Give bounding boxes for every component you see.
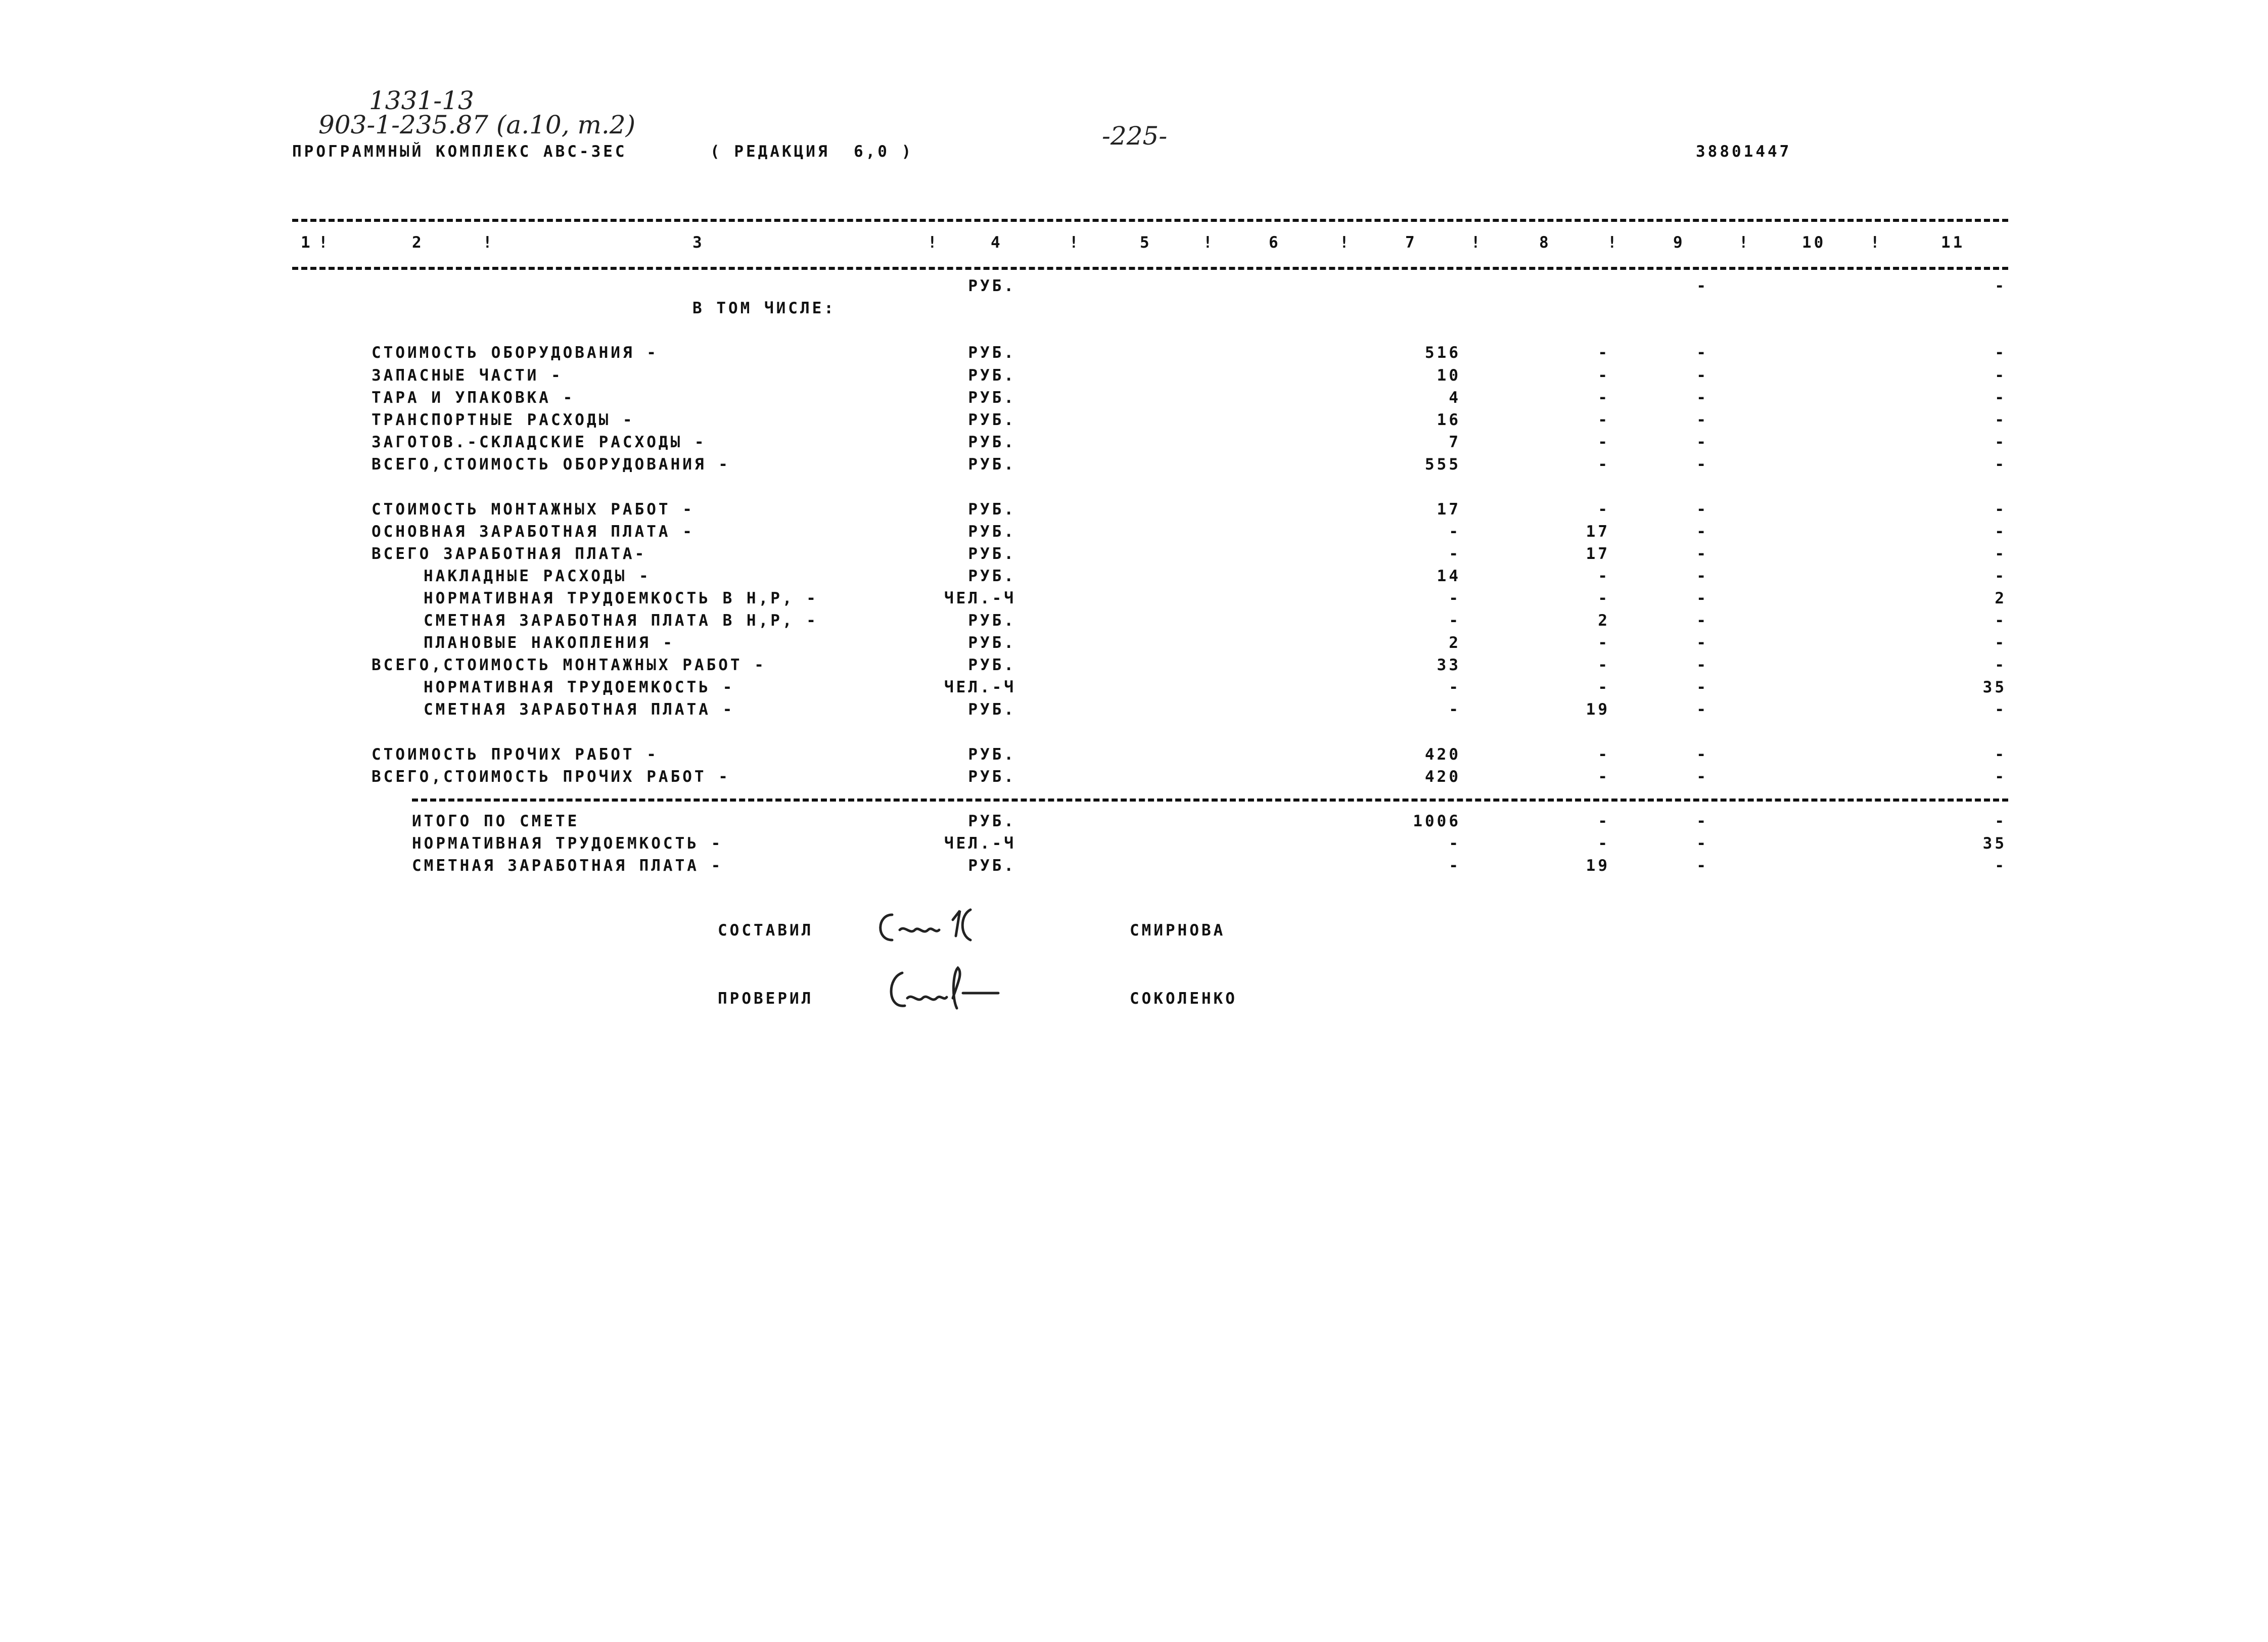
row-col-11: - (1995, 545, 2007, 563)
col-10: 10 (1802, 233, 1826, 252)
row-label: НАКЛАДНЫЕ РАСХОДЫ - (424, 567, 651, 585)
row-label: ВСЕГО,СТОИМОСТЬ ПРОЧИХ РАБОТ - (372, 768, 730, 786)
row-col-11: - (1995, 411, 2007, 429)
row-col-7: 16 (1437, 411, 1461, 429)
row-col-7: 516 (1425, 344, 1461, 362)
row-col-8: - (1598, 768, 1610, 786)
row-col-7: 33 (1437, 656, 1461, 674)
row-col-9: - (1696, 500, 1708, 519)
row-col-8: - (1598, 812, 1610, 830)
row-col-9: - (1696, 768, 1708, 786)
row-col-11: - (1995, 857, 2007, 875)
row-col-7: - (1449, 523, 1461, 541)
totals-rule (412, 799, 2008, 802)
row-col-11: - (1995, 455, 2007, 474)
row-unit: РУБ. (968, 389, 1016, 407)
table-row (0, 700, 2268, 723)
row-col-11: - (1995, 612, 2007, 630)
row-col-9: - (1696, 745, 1708, 764)
row-col-9: - (1696, 277, 1708, 295)
row-label: НОРМАТИВНАЯ ТРУДОЕМКОСТЬ В Н,Р, - (424, 589, 818, 607)
row-label: СТОИМОСТЬ ПРОЧИХ РАБОТ - (372, 745, 659, 764)
row-label: СМЕТНАЯ ЗАРАБОТНАЯ ПЛАТА - (412, 857, 723, 875)
row-label: СТОИМОСТЬ МОНТАЖНЫХ РАБОТ - (372, 500, 695, 519)
table-row (0, 366, 2268, 389)
row-col-11: - (1995, 768, 2007, 786)
page-number: -225- (1102, 121, 1168, 151)
row-label: ОСНОВНАЯ ЗАРАБОТНАЯ ПЛАТА - (372, 523, 695, 541)
row-unit: РУБ. (968, 277, 1016, 295)
col-11: 11 (1941, 233, 1965, 252)
row-unit: РУБ. (968, 700, 1016, 719)
compiled-by-name: СМИРНОВА (1130, 921, 1226, 940)
checked-by-label: ПРОВЕРИЛ (718, 990, 814, 1008)
row-col-8: - (1598, 834, 1610, 853)
row-col-7: 2 (1449, 634, 1461, 652)
col-4: 4 (991, 233, 1003, 252)
handwritten-project-code: 903-1-235.87 (а.10, т.2) (318, 110, 636, 139)
checked-by-name: СОКОЛЕНКО (1130, 990, 1237, 1008)
row-col-7: 420 (1425, 745, 1461, 764)
row-col-7: - (1449, 589, 1461, 607)
row-col-8: 2 (1598, 612, 1610, 630)
row-unit: РУБ. (968, 656, 1016, 674)
row-col-11: - (1995, 700, 2007, 719)
table-row (0, 344, 2268, 366)
table-header-rule (292, 267, 2008, 270)
row-label: ТАРА И УПАКОВКА - (372, 389, 575, 407)
row-col-8: - (1598, 745, 1610, 764)
row-label: СМЕТНАЯ ЗАРАБОТНАЯ ПЛАТА - (424, 700, 735, 719)
row-col-8: - (1598, 433, 1610, 451)
table-row (0, 500, 2268, 523)
row-col-11: - (1995, 745, 2007, 764)
row-label: НОРМАТИВНАЯ ТРУДОЕМКОСТЬ - (412, 834, 723, 853)
row-col-9: - (1696, 545, 1708, 563)
row-col-7: 420 (1425, 768, 1461, 786)
row-col-8: - (1598, 634, 1610, 652)
row-col-11: - (1995, 500, 2007, 519)
row-col-9: - (1696, 634, 1708, 652)
document-code: 38801447 (1696, 143, 1792, 161)
row-col-11: - (1995, 567, 2007, 585)
row-col-9: - (1696, 678, 1708, 696)
row-unit: ЧЕЛ.-Ч (944, 834, 1016, 853)
row-col-7: 1006 (1413, 812, 1461, 830)
row-col-8: - (1598, 366, 1610, 385)
row-col-8: 17 (1586, 523, 1610, 541)
row-col-9: - (1696, 857, 1708, 875)
col-1: 1 (301, 233, 313, 252)
row-col-9: - (1696, 567, 1708, 585)
row-label: ПЛАНОВЫЕ НАКОПЛЕНИЯ - (424, 634, 675, 652)
row-col-9: - (1696, 433, 1708, 451)
col-6: 6 (1269, 233, 1281, 252)
row-label: ВСЕГО,СТОИМОСТЬ МОНТАЖНЫХ РАБОТ - (372, 656, 766, 674)
row-unit: РУБ. (968, 812, 1016, 830)
table-row (0, 545, 2268, 567)
col-9: 9 (1673, 233, 1685, 252)
row-col-9: - (1696, 411, 1708, 429)
row-label: ТРАНСПОРТНЫЕ РАСХОДЫ - (372, 411, 635, 429)
row-col-11: - (1995, 812, 2007, 830)
row-unit: РУБ. (968, 500, 1016, 519)
row-col-9: - (1696, 812, 1708, 830)
row-col-11: 2 (1995, 589, 2007, 607)
table-row (0, 433, 2268, 455)
row-col-9: - (1696, 612, 1708, 630)
row-col-8: 19 (1586, 700, 1610, 719)
col-7: 7 (1405, 233, 1417, 252)
table-row (0, 745, 2268, 768)
row-col-9: - (1696, 589, 1708, 607)
row-col-9: - (1696, 455, 1708, 474)
row-col-8: - (1598, 589, 1610, 607)
table-row (0, 768, 2268, 790)
row-unit: РУБ. (968, 745, 1016, 764)
column-header-row: 1 2 3 4 5 6 7 8 9 10 11 ! ! ! ! ! ! ! ! ! ! (301, 233, 1965, 252)
row-col-7: 555 (1425, 455, 1461, 474)
row-label: ЗАПАСНЫЕ ЧАСТИ - (372, 366, 563, 385)
table-row (0, 411, 2268, 433)
row-col-11: - (1995, 523, 2007, 541)
row-col-8: - (1598, 344, 1610, 362)
table-row (0, 567, 2268, 589)
row-col-7: 10 (1437, 366, 1461, 385)
row-col-8: - (1598, 455, 1610, 474)
row-unit: РУБ. (968, 523, 1016, 541)
row-col-11: - (1995, 433, 2007, 451)
row-label: ВСЕГО,СТОИМОСТЬ ОБОРУДОВАНИЯ - (372, 455, 730, 474)
table-row (0, 678, 2268, 700)
row-label: ЗАГОТОВ.-СКЛАДСКИЕ РАСХОДЫ - (372, 433, 707, 451)
table-row (0, 834, 2268, 857)
row-col-8: 17 (1586, 545, 1610, 563)
row-unit: РУБ. (968, 612, 1016, 630)
row-unit: РУБ. (968, 455, 1016, 474)
row-label: НОРМАТИВНАЯ ТРУДОЕМКОСТЬ - (424, 678, 735, 696)
table-row (0, 612, 2268, 634)
row-unit: ЧЕЛ.-Ч (944, 589, 1016, 607)
row-col-8: - (1598, 389, 1610, 407)
row-unit: РУБ. (968, 411, 1016, 429)
row-col-11: - (1995, 344, 2007, 362)
row-label: СМЕТНАЯ ЗАРАБОТНАЯ ПЛАТА В Н,Р, - (424, 612, 818, 630)
row-unit: РУБ. (968, 634, 1016, 652)
row-col-7: - (1449, 545, 1461, 563)
row-col-7: - (1449, 857, 1461, 875)
row-col-9: - (1696, 389, 1708, 407)
table-row (0, 455, 2268, 478)
row-col-7: 4 (1449, 389, 1461, 407)
col-8: 8 (1539, 233, 1551, 252)
row-unit: РУБ. (968, 768, 1016, 786)
row-col-7: 14 (1437, 567, 1461, 585)
row-col-7: - (1449, 834, 1461, 853)
table-row (0, 857, 2268, 879)
row-unit: РУБ. (968, 567, 1016, 585)
row-col-8: - (1598, 678, 1610, 696)
row-unit: РУБ. (968, 545, 1016, 563)
table-row (0, 299, 2268, 321)
handwritten-archive-number: 1331-13 (369, 86, 474, 115)
row-col-7: 17 (1437, 500, 1461, 519)
row-col-11: 35 (1982, 678, 2007, 696)
col-3: 3 (692, 233, 705, 252)
row-unit: РУБ. (968, 366, 1016, 385)
row-col-11: - (1995, 277, 2007, 295)
row-col-11: 35 (1982, 834, 2007, 853)
row-col-8: - (1598, 567, 1610, 585)
row-col-8: 19 (1586, 857, 1610, 875)
row-label: ВСЕГО ЗАРАБОТНАЯ ПЛАТА- (372, 545, 647, 563)
row-col-9: - (1696, 700, 1708, 719)
row-label: В ТОМ ЧИСЛЕ: (692, 299, 836, 317)
row-col-7: 7 (1449, 433, 1461, 451)
row-col-11: - (1995, 634, 2007, 652)
table-top-rule (292, 219, 2008, 222)
program-edition: ( РЕДАКЦИЯ 6,0 ) (710, 143, 914, 161)
row-col-8: - (1598, 500, 1610, 519)
program-title: ПРОГРАММНЫЙ КОМПЛЕКС АВС-3ЕС (292, 143, 627, 161)
row-col-11: - (1995, 366, 2007, 385)
row-col-7: - (1449, 612, 1461, 630)
table-row (0, 634, 2268, 656)
row-col-9: - (1696, 344, 1708, 362)
row-col-7: - (1449, 700, 1461, 719)
row-label: СТОИМОСТЬ ОБОРУДОВАНИЯ - (372, 344, 659, 362)
table-row (0, 523, 2268, 545)
row-col-8: - (1598, 656, 1610, 674)
row-unit: РУБ. (968, 857, 1016, 875)
table-row (0, 589, 2268, 612)
table-row (0, 277, 2268, 299)
row-col-8: - (1598, 411, 1610, 429)
row-col-9: - (1696, 834, 1708, 853)
row-unit: ЧЕЛ.-Ч (944, 678, 1016, 696)
compiled-by-label: СОСТАВИЛ (718, 921, 814, 940)
row-col-9: - (1696, 366, 1708, 385)
col-2: 2 (412, 233, 424, 252)
table-row (0, 812, 2268, 834)
row-col-11: - (1995, 389, 2007, 407)
row-unit: РУБ. (968, 344, 1016, 362)
row-col-9: - (1696, 656, 1708, 674)
table-row (0, 656, 2268, 678)
row-col-11: - (1995, 656, 2007, 674)
row-label: ИТОГО ПО СМЕТЕ (412, 812, 580, 830)
table-row (0, 389, 2268, 411)
row-col-7: - (1449, 678, 1461, 696)
row-unit: РУБ. (968, 433, 1016, 451)
row-col-9: - (1696, 523, 1708, 541)
col-5: 5 (1140, 233, 1152, 252)
